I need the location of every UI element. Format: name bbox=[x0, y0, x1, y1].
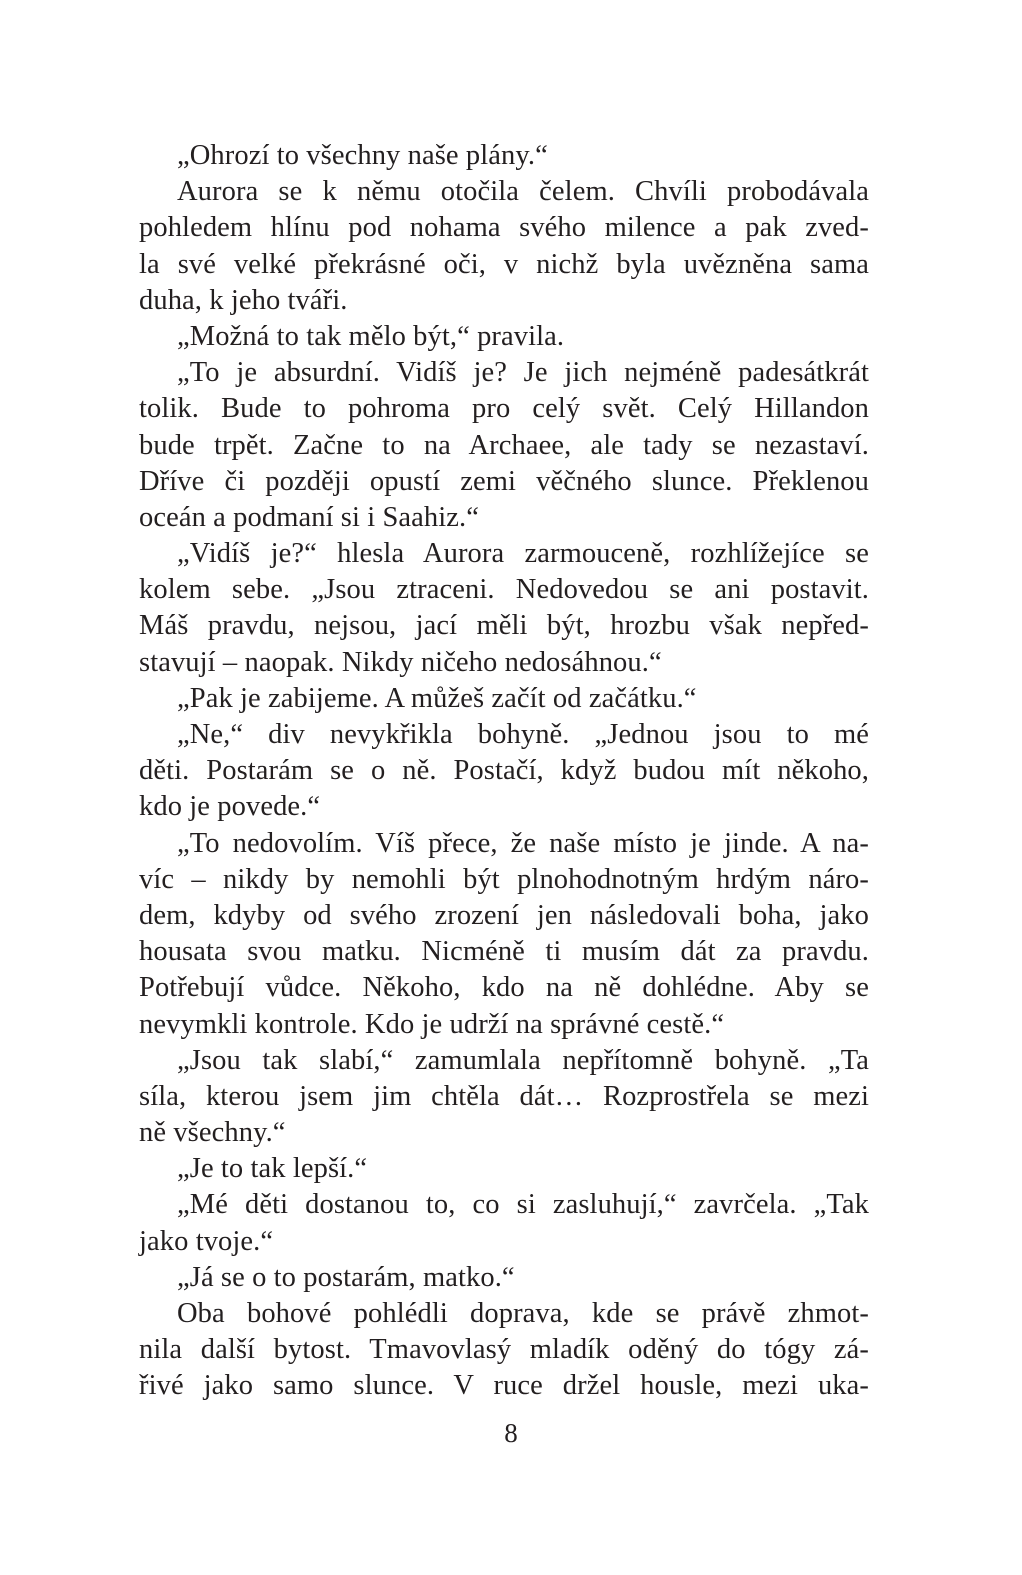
text-line: řivé jako samo slunce. V ruce držel housle, mezi uka- bbox=[139, 1370, 869, 1402]
text-line: jako tvoje.“ bbox=[139, 1225, 274, 1257]
text-line: nevymkli kontrole. Kdo je udrží na správné cestě.“ bbox=[139, 1008, 725, 1040]
body-text bbox=[139, 138, 869, 1405]
text-line: síla, kterou jsem jim chtěla dát… Rozprostřela se mezi bbox=[139, 1080, 869, 1112]
text-line: la své velké překrásné oči, v nichž byla uvězněna sama bbox=[139, 248, 869, 280]
text-line: „To je absurdní. Vidíš je? Je jich nejméně padesátkrát bbox=[177, 357, 869, 389]
text-line: Oba bohové pohlédli doprava, kde se právě zhmot- bbox=[177, 1298, 869, 1329]
text-line: „Mé děti dostanou to, co si zasluhují,“ zavrčela. „Tak bbox=[177, 1189, 869, 1221]
text-line: stavují – naopak. Nikdy ničeho nedosáhnou.“ bbox=[139, 646, 662, 678]
text-line: „Ohrozí to všechny naše plány.“ bbox=[177, 140, 548, 171]
text-line: „To nedovolím. Víš přece, že naše místo je jinde. A na- bbox=[177, 827, 869, 859]
text-line: duha, k jeho tváři. bbox=[139, 284, 348, 316]
text-line: děti. Postarám se o ně. Postačí, když budou mít někoho, bbox=[139, 755, 869, 787]
text-line: dem, kdyby od svého zrození jen následovali boha, jako bbox=[139, 899, 869, 931]
text-line: „Jsou tak slabí,“ zamumlala nepřítomně bohyně. „Ta bbox=[177, 1044, 869, 1076]
text-line: „Já se o to postarám, matko.“ bbox=[177, 1261, 515, 1293]
text-line: „Je to tak lepší.“ bbox=[177, 1153, 368, 1185]
text-line: víc – nikdy by nemohli být plnohodnotným hrdým náro- bbox=[139, 863, 869, 895]
text-line: pohledem hlínu pod nohama svého milence a pak zved- bbox=[139, 212, 869, 244]
text-line: ně všechny.“ bbox=[139, 1117, 286, 1149]
text-line: nila další bytost. Tmavovlasý mladík oděný do tógy zá- bbox=[139, 1334, 869, 1366]
text-line: Dříve či později opustí zemi věčného slunce. Překlenou bbox=[139, 465, 869, 497]
text-line: tolik. Bude to pohroma pro celý svět. Celý Hillandon bbox=[139, 393, 869, 425]
text-line: „Pak je zabijeme. A můžeš začít od začátku.“ bbox=[177, 682, 697, 714]
text-line: „Vidíš je?“ hlesla Aurora zarmouceně, rozhlížejíce se bbox=[177, 538, 869, 570]
text-line: bude trpět. Začne to na Archaee, ale tady se nezastaví. bbox=[139, 429, 869, 461]
page-number: 8 bbox=[504, 1418, 518, 1448]
text-line: kolem sebe. „Jsou ztraceni. Nedovedou se ani postavit. bbox=[139, 574, 869, 606]
text-line: Aurora se k němu otočila čelem. Chvíli probodávala bbox=[177, 176, 869, 208]
text-line: Potřebují vůdce. Někoho, kdo na ně dohlédne. Aby se bbox=[139, 972, 869, 1004]
text-line: oceán a podmaní si i Saahiz.“ bbox=[139, 501, 480, 533]
text-line: „Možná to tak mělo být,“ pravila. bbox=[177, 320, 565, 352]
text-line: „Ne,“ div nevykřikla bohyně. „Jednou jsou to mé bbox=[177, 719, 869, 750]
text-line: Máš pravdu, nejsou, jací měli být, hrozbu však nepřed- bbox=[139, 610, 869, 642]
text-line: housata svou matku. Nicméně ti musím dát za pravdu. bbox=[139, 936, 869, 968]
text-line: kdo je povede.“ bbox=[139, 791, 321, 823]
